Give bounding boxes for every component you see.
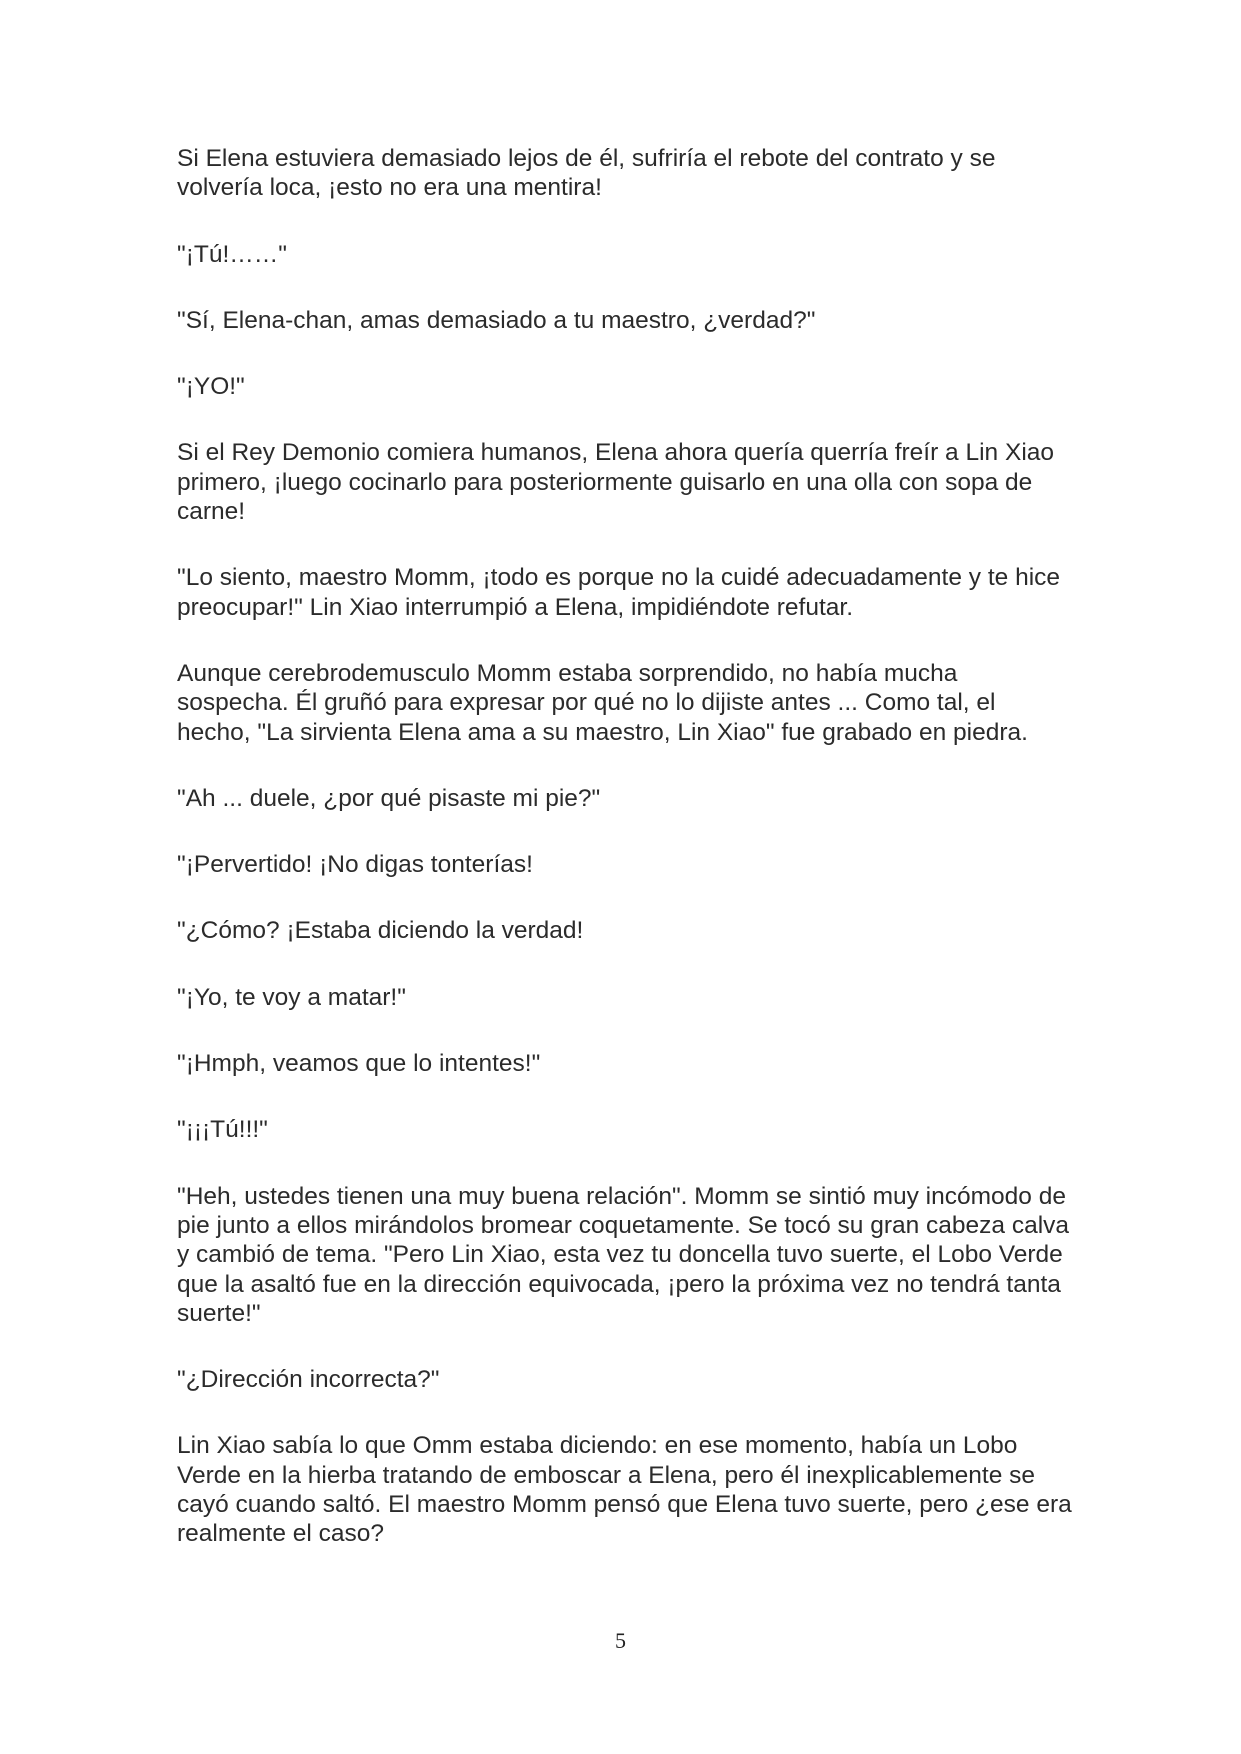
- paragraph: "Ah ... duele, ¿por qué pisaste mi pie?": [177, 784, 601, 812]
- paragraph: "¡¡¡Tú!!!": [177, 1116, 268, 1144]
- paragraph: "¿Dirección incorrecta?": [177, 1366, 440, 1394]
- paragraph: Si Elena estuviera demasiado lejos de él, sufriría el rebote del contrato y se volvería loca, ¡esto no era una mentira!: [177, 145, 996, 202]
- paragraph: "¡Pervertido! ¡No digas tonterías!: [177, 851, 533, 879]
- paragraph: Lin Xiao sabía lo que Omm estaba diciendo: en ese momento, había un Lobo Verde en la hierba tratando de emboscar a Elena, pero él inexplicablemente se cayó cuando saltó. El maestro Momm pensó que Elena tuvo suerte, pero ¿ese era realmente el caso?: [177, 1432, 1072, 1548]
- paragraph: Si el Rey Demonio comiera humanos, Elena ahora quería querría freír a Lin Xiao primero, ¡luego cocinarlo para posteriormente guisarlo en una olla con sopa de carne!: [177, 439, 1055, 526]
- paragraph: "¡Hmph, veamos que lo intentes!": [177, 1050, 541, 1078]
- paragraph: "¡YO!": [177, 373, 245, 401]
- paragraph: Aunque cerebrodemusculo Momm estaba sorprendido, no había mucha sospecha. Él gruñó para expresar por qué no lo dijiste antes ... Como tal, el hecho, "La sirvienta Elena ama a su maestro, Lin Xiao" fue grabado en piedra.: [177, 659, 1028, 746]
- page-body: [177, 144, 1072, 1586]
- paragraph: "Heh, ustedes tienen una muy buena relación". Momm se sintió muy incómodo de pie junto a ellos mirándolos bromear coquetamente. Se tocó su gran cabeza calva y cambió de tema. "Pero Lin Xiao, esta vez tu doncella tuvo suerte, el Lobo Verde que la asaltó fue en la dirección equivocada, ¡pero la próxima vez no tendrá tanta suerte!": [177, 1182, 1070, 1327]
- paragraph: "Lo siento, maestro Momm, ¡todo es porque no la cuidé adecuadamente y te hice preocupar!" Lin Xiao interrumpió a Elena, impidiéndote refutar.: [177, 564, 1061, 621]
- paragraph: "¡Tú!……": [177, 240, 287, 268]
- page-number: 5: [615, 1628, 626, 1653]
- paragraph: "Sí, Elena-chan, amas demasiado a tu maestro, ¿verdad?": [177, 306, 816, 334]
- paragraph: "¿Cómo? ¡Estaba diciendo la verdad!: [177, 917, 584, 945]
- paragraph: "¡Yo, te voy a matar!": [177, 983, 406, 1011]
